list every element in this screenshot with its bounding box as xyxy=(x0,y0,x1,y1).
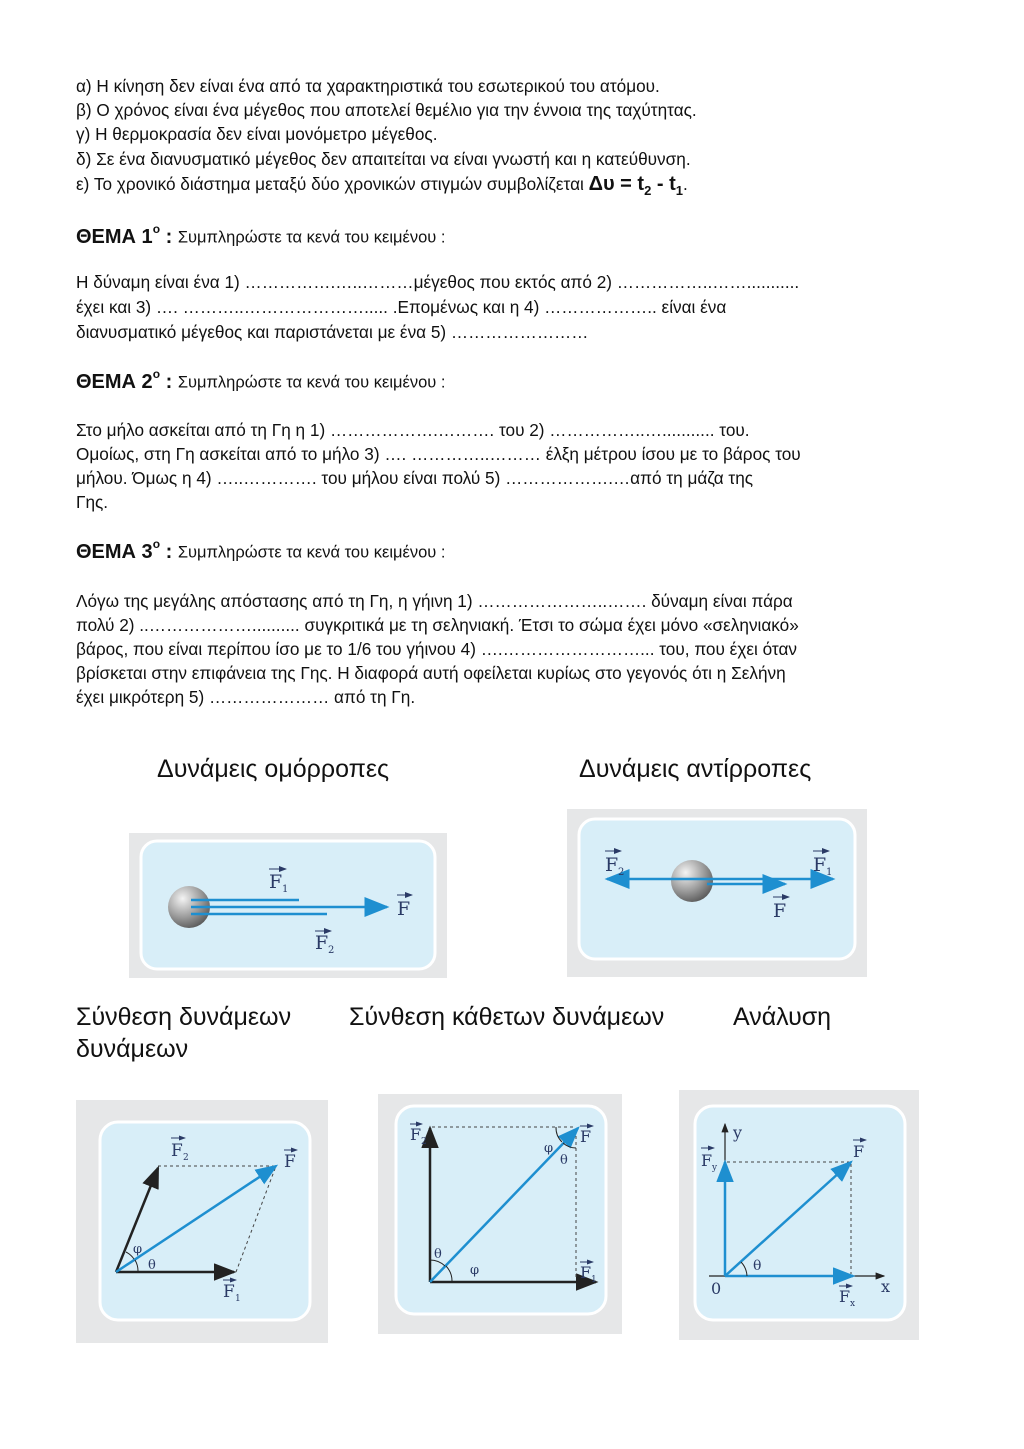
theme-1-title-text: ΘΕΜΑ 1 xyxy=(76,225,153,248)
label-f1-sub-d: 1 xyxy=(591,1275,597,1285)
label-f2-sub-c: 2 xyxy=(183,1153,189,1163)
theme-3-line-3: βάρος, που είναι περίπου ίσο με το 1/6 του γήινου 4) ….……………………... του, που έχει όταν xyxy=(76,639,797,659)
label-f1-text-d: F xyxy=(580,1263,592,1282)
label-f-text-e: F xyxy=(853,1142,865,1161)
statement-e xyxy=(76,173,688,202)
label-theta-c: θ xyxy=(560,1153,568,1168)
statement-e-formula xyxy=(588,173,683,198)
theme-3-title xyxy=(76,537,178,563)
label-phi-b: φ xyxy=(470,1263,480,1278)
label-f2-text-c: F xyxy=(171,1141,183,1161)
caption-same-direction: Δυνάμεις ομόρροπες xyxy=(157,755,390,783)
label-fx-text: F xyxy=(839,1287,851,1306)
statement-e-text: ε) Το χρονικό διάστημα μεταξύ δύο χρονικών στιγμών συμβολίζεται xyxy=(76,174,589,194)
figure-same-direction xyxy=(129,833,447,978)
theme-3-line-1: Λόγω της μεγάλης απόστασης από τη Γη, η γήινη 1) …………………..……. δύναμη είναι πάρα xyxy=(76,591,793,611)
theme-1-instruction: Συμπληρώστε τα κενά του κειμένου : xyxy=(177,228,446,247)
caption-opposite: Δυνάμεις αντίρροπες xyxy=(579,755,812,783)
theme-3-colon: : xyxy=(160,540,178,563)
formula-minus: - t xyxy=(651,173,676,195)
statement-d: δ) Σε ένα διανυσματικό μέγεθος δεν απαιτείται να είναι γνωστή και η κατεύθυνση. xyxy=(76,149,691,169)
theme-1-line-1: Η δύναμη είναι ένα 1) …………….…..………μέγεθος που εκτός από 2) ……………..……........... xyxy=(76,272,800,292)
theme-2-line-2: Ομοίως, στη Γη ασκείται από το μήλο 3) …. …………..……… έλξη μέτρου ίσου με το βάρος του xyxy=(76,444,801,464)
caption-resolution: Ανάλυση xyxy=(733,1003,832,1031)
theme-2-title xyxy=(76,367,178,393)
label-f-text-d: F xyxy=(580,1127,592,1146)
label-f2-text-b: F xyxy=(605,854,619,876)
formula-sub-2: 2 xyxy=(644,183,652,198)
figure-composition xyxy=(76,1100,328,1343)
label-fx-sub: x xyxy=(850,1299,856,1309)
label-origin: 0 xyxy=(711,1279,722,1298)
theme-3-title-text: ΘΕΜΑ 3 xyxy=(76,540,153,563)
label-f2-text: F xyxy=(315,932,329,954)
label-f1-sub-c: 1 xyxy=(235,1294,241,1304)
label-f1-sub: 1 xyxy=(282,884,289,895)
label-phi-c: φ xyxy=(544,1141,554,1156)
label-f1-text-c: F xyxy=(223,1282,235,1302)
theme-1-line-2: έχει και 3) …. ………..…………………..... .Επομένως και η 4) ……………….. είναι ένα xyxy=(76,297,727,317)
formula-main: Δυ = t xyxy=(588,173,645,195)
statement-a: α) Η κίνηση δεν είναι ένα από τα χαρακτηριστικά του εσωτερικού του ατόμου. xyxy=(76,76,660,96)
theme-2-title-text: ΘΕΜΑ 2 xyxy=(76,370,153,393)
theme-3-line-2: πολύ 2) ..……………….......... συγκριτικά με τη σεληνιακή. Έτσι το σώμα έχει μόνο «σεληνιακό» xyxy=(76,615,799,635)
theme-2-line-3: μήλου. Όμως η 4) …..…………. του μήλου είναι πολύ 5) ……………….…από τη μάζα της xyxy=(76,468,754,488)
label-f1-text: F xyxy=(269,871,283,893)
theme-1-heading xyxy=(76,224,445,249)
theme-2-instruction: Συμπληρώστε τα κενά του κειμένου : xyxy=(177,373,446,392)
theme-1-title xyxy=(76,222,178,248)
theme-1-colon: : xyxy=(160,225,178,248)
theme-2-sup: ο xyxy=(152,367,161,381)
theme-1-sup: ο xyxy=(152,222,161,236)
theme-3-line-5: έχει μικρότερη 5) ………………… από τη Γη. xyxy=(76,687,416,707)
label-f2-text-d: F xyxy=(410,1125,422,1144)
label-f2-sub-b: 2 xyxy=(618,867,625,878)
label-f1-sub-b: 1 xyxy=(826,867,833,878)
theme-2-heading xyxy=(76,369,445,394)
formula-end: . xyxy=(682,174,688,194)
theme-3-heading xyxy=(76,539,445,564)
figure-resolution xyxy=(679,1090,919,1340)
theme-3-line-4: βρίσκεται στην επιφάνεια της Γης. Η διαφορά αυτή οφείλεται κυρίως στο γεγονός ότι η Σελήνη xyxy=(76,663,786,683)
figure-opposite xyxy=(567,809,867,977)
label-phi-a: φ xyxy=(133,1242,143,1257)
formula-sub-1: 1 xyxy=(675,183,683,198)
label-f1-text-b: F xyxy=(813,854,827,876)
figure-perpendicular xyxy=(378,1094,622,1334)
label-theta-a: θ xyxy=(148,1258,156,1273)
theme-1-line-3: διανυσματικό μέγεθος και παριστάνεται με ένα 5) …………………… xyxy=(76,322,589,342)
statement-c: γ) Η θερμοκρασία δεν είναι μονόμετρο μέγεθος. xyxy=(76,124,438,144)
theme-3-instruction: Συμπληρώστε τα κενά του κειμένου : xyxy=(177,543,446,562)
statement-b: β) Ο χρόνος είναι ένα μέγεθος που αποτελεί θεμέλιο για την έννοια της ταχύτητας. xyxy=(76,100,697,120)
label-f2-sub: 2 xyxy=(328,945,335,956)
theme-2-colon: : xyxy=(160,370,178,393)
label-f-text-b: F xyxy=(773,900,787,922)
label-f-text: F xyxy=(397,898,411,920)
theme-2-line-4: Γης. xyxy=(76,492,109,512)
label-theta-d: θ xyxy=(753,1258,762,1274)
caption-composition: Σύνθεση δυνάμεων xyxy=(76,1003,292,1031)
theme-2-line-1: Στο μήλο ασκείται από τη Γη η 1) ……………….………. του 2) ……………..…........... του. xyxy=(76,420,750,440)
caption-perpendicular: Σύνθεση κάθετων δυνάμεων xyxy=(349,1003,665,1031)
label-fy-sub: y xyxy=(712,1163,718,1173)
label-fy-text: F xyxy=(701,1151,713,1170)
label-theta-b: θ xyxy=(434,1247,442,1262)
label-y-axis: y xyxy=(733,1123,743,1142)
label-x-axis: x xyxy=(881,1277,891,1296)
theme-3-sup: ο xyxy=(152,537,161,551)
caption-composition-line2: δυνάμεων xyxy=(76,1035,189,1063)
label-f2-sub-d: 2 xyxy=(421,1137,427,1147)
label-f-text-c: F xyxy=(284,1152,296,1172)
